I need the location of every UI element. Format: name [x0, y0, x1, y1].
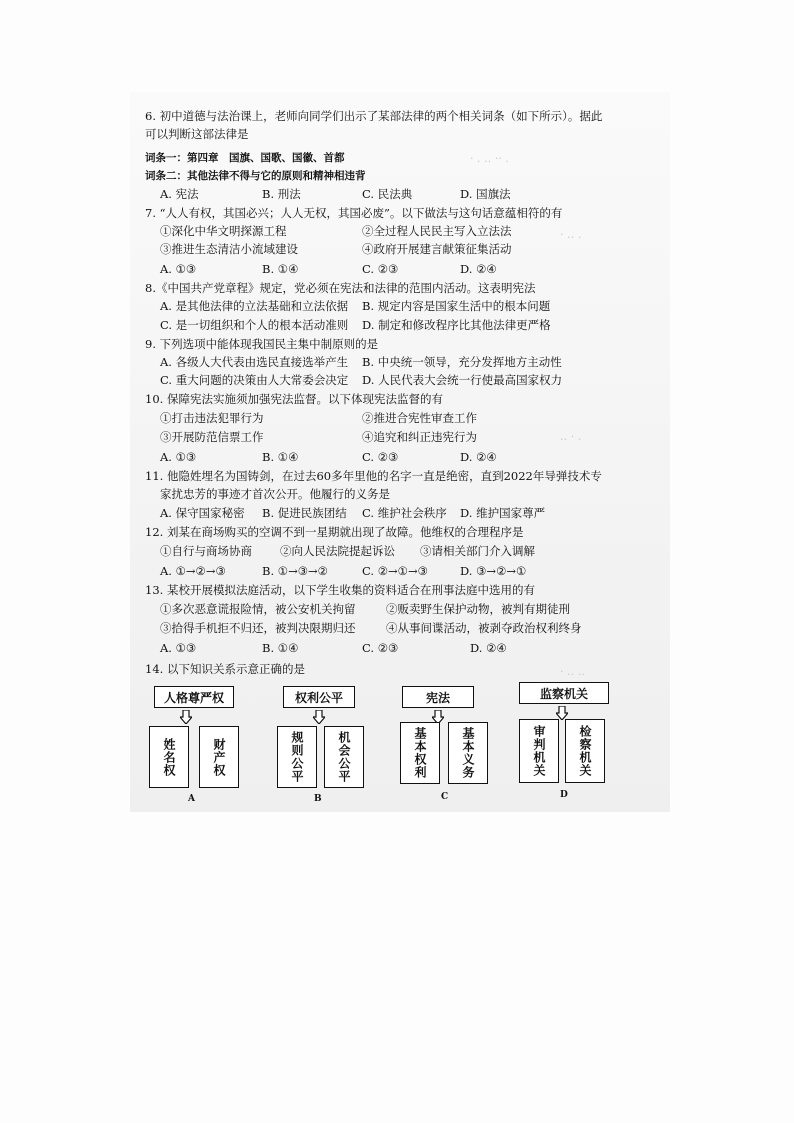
q9-option-c: C. 重大问题的决策由人大常委会决定	[160, 373, 349, 387]
q10-item-4: ④追究和纠正违宪行为	[362, 430, 477, 444]
q6-stem-line1: 6. 初中道德与法治课上，老师向同学们出示了某部法律的两个相关词条（如下所示）。据此	[145, 109, 603, 123]
diagram-d-left: 审判机关	[519, 719, 559, 783]
diagram-a-right: 财产权	[199, 726, 239, 788]
q14-stem: 14. 以下知识关系示意正确的是	[145, 662, 305, 676]
diagram-b-left: 规则公平	[277, 726, 317, 788]
down-arrow-icon	[556, 706, 568, 720]
q6-entry-2: 词条二：其他法律不得与它的原则和精神相违背	[145, 170, 366, 182]
q10-option-b: B. ①④	[262, 450, 299, 464]
q10-stem: 10. 保障宪法实施须加强宪法监督。以下体现宪法监督的有	[145, 392, 443, 406]
q13-item-2: ②贩卖野生保护动物，被判有期徒刑	[386, 602, 570, 616]
diagram-c-right: 基本义务	[448, 722, 488, 784]
q13-option-b: B. ①④	[262, 641, 299, 655]
q12-option-c: C. ②→①→③	[362, 564, 428, 578]
q12-stem: 12. 刘某在商场购买的空调不到一星期就出现了故障。他维权的合理程序是	[145, 525, 524, 539]
diagram-b-right: 机会公平	[324, 726, 364, 788]
diagram-c-caption: C	[441, 792, 449, 802]
q8-option-a: A. 是其他法律的立法基础和立法依据	[160, 299, 349, 313]
q11-stem-line2: 家扰忠芳的事迹才首次公开。他履行的义务是	[160, 487, 390, 501]
diagram-b-caption: B	[314, 794, 322, 804]
q7-option-b: B. ①④	[262, 262, 299, 276]
q6-option-a: A. 宪法	[160, 187, 199, 201]
q10-item-3: ③开展防范信票工作	[160, 430, 264, 444]
q13-item-4: ④从事间谍活动，被剥夺政治权利终身	[386, 621, 582, 635]
q7-item-4: ④政府开展建言献策征集活动	[362, 242, 512, 256]
diagram-a-caption: A	[188, 794, 195, 804]
q12-option-a: A. ①→②→③	[160, 564, 226, 578]
q12-item-3: ③请相关部门介入调解	[420, 544, 535, 558]
diagram-c-top: 宪法	[402, 686, 474, 708]
q7-item-3: ③推进生态清洁小流域建设	[160, 242, 298, 256]
q7-stem: 7. “人人有权，其国必兴；人人无权，其国必废”。以下做法与这句话意蕴相符的有	[145, 206, 563, 220]
diagram-a-left: 姓名权	[149, 726, 189, 788]
q13-stem: 13. 某校开展模拟法庭活动，以下学生收集的资料适合在刑事法庭中选用的有	[145, 583, 535, 597]
q8-option-d: D. 制定和修改程序比其他法律更严格	[362, 318, 551, 332]
q7-item-1: ①深化中华文明探源工程	[160, 224, 287, 238]
q11-option-d: D. 维护国家尊严	[460, 506, 546, 520]
q7-option-c: C. ②③	[362, 262, 399, 276]
q8-stem: 8.《中国共产党章程》规定，党必须在宪法和法律的范围内活动。这表明宪法	[145, 281, 536, 295]
bleed-noise: · ‥ ..	[560, 665, 585, 678]
q13-option-a: A. ①③	[160, 641, 197, 655]
q6-option-d: D. 国旗法	[460, 187, 511, 201]
q12-item-2: ②向人民法院提起诉讼	[280, 544, 395, 558]
q11-option-b: B. 促进民族团结	[262, 506, 347, 520]
bleed-noise: ‥ · .	[560, 430, 582, 443]
q12-option-d: D. ③→②→①	[460, 564, 527, 578]
q9-option-d: D. 人民代表大会统一行使最高国家权力	[362, 373, 563, 387]
q10-item-1: ①打击违法犯罪行为	[160, 411, 264, 425]
down-arrow-icon	[180, 710, 192, 724]
q12-option-b: B. ①→③→②	[262, 564, 328, 578]
q13-item-3: ③拾得手机拒不归还，被判决限期归还	[160, 621, 356, 635]
q7-item-2: ②全过程人民民主写入立法法	[362, 224, 512, 238]
q9-option-a: A. 各级人大代表由选民直接选举产生	[160, 355, 349, 369]
down-arrow-icon	[313, 710, 325, 724]
diagram-d-right: 检察机关	[565, 719, 605, 783]
q6-entry-1: 词条一：第四章 国旗、国歌、国徽、首都	[145, 152, 345, 164]
q9-option-b: B. 中央统一领导，充分发挥地方主动性	[362, 355, 562, 369]
q7-option-a: A. ①③	[160, 262, 197, 276]
q8-option-c: C. 是一切组织和个人的根本活动准则	[160, 318, 349, 332]
q6-stem-line2: 可以判断这部法律是	[145, 127, 249, 141]
q11-option-c: C. 维护社会秩序	[362, 506, 447, 520]
diagram-c-left: 基本权利	[400, 722, 440, 784]
q7-option-d: D. ②④	[460, 262, 497, 276]
q13-item-1: ①多次恶意谎报险情，被公安机关拘留	[160, 602, 356, 616]
q12-item-1: ①自行与商场协商	[160, 544, 252, 558]
bleed-noise: · . ‥ ·· .	[470, 152, 509, 165]
q11-stem-line1: 11. 他隐姓埋名为国铸剑，在过去60多年里他的名字一直是绝密，直到2022年导弹技术专	[145, 469, 602, 483]
q10-option-a: A. ①③	[160, 450, 197, 464]
q6-option-b: B. 刑法	[262, 187, 301, 201]
q8-option-b: B. 规定内容是国家生活中的根本问题	[362, 299, 551, 313]
q6-option-c: C. 民法典	[362, 187, 413, 201]
q13-option-c: C. ②③	[362, 641, 399, 655]
bleed-noise: · ‥ .	[560, 228, 582, 241]
q10-option-c: C. ②③	[362, 450, 399, 464]
diagram-d-top: 监察机关	[519, 682, 609, 704]
q13-option-d: D. ②④	[470, 641, 507, 655]
q9-stem: 9. 下列选项中能体现我国民主集中制原则的是	[145, 337, 379, 351]
diagram-b-top: 权利公平	[283, 686, 355, 708]
q10-item-2: ②推进合宪性审查工作	[362, 411, 477, 425]
q10-option-d: D. ②④	[460, 450, 497, 464]
diagram-d-caption: D	[560, 790, 568, 800]
q11-option-a: A. 保守国家秘密	[160, 506, 245, 520]
diagram-a-top: 人格尊严权	[154, 686, 234, 708]
